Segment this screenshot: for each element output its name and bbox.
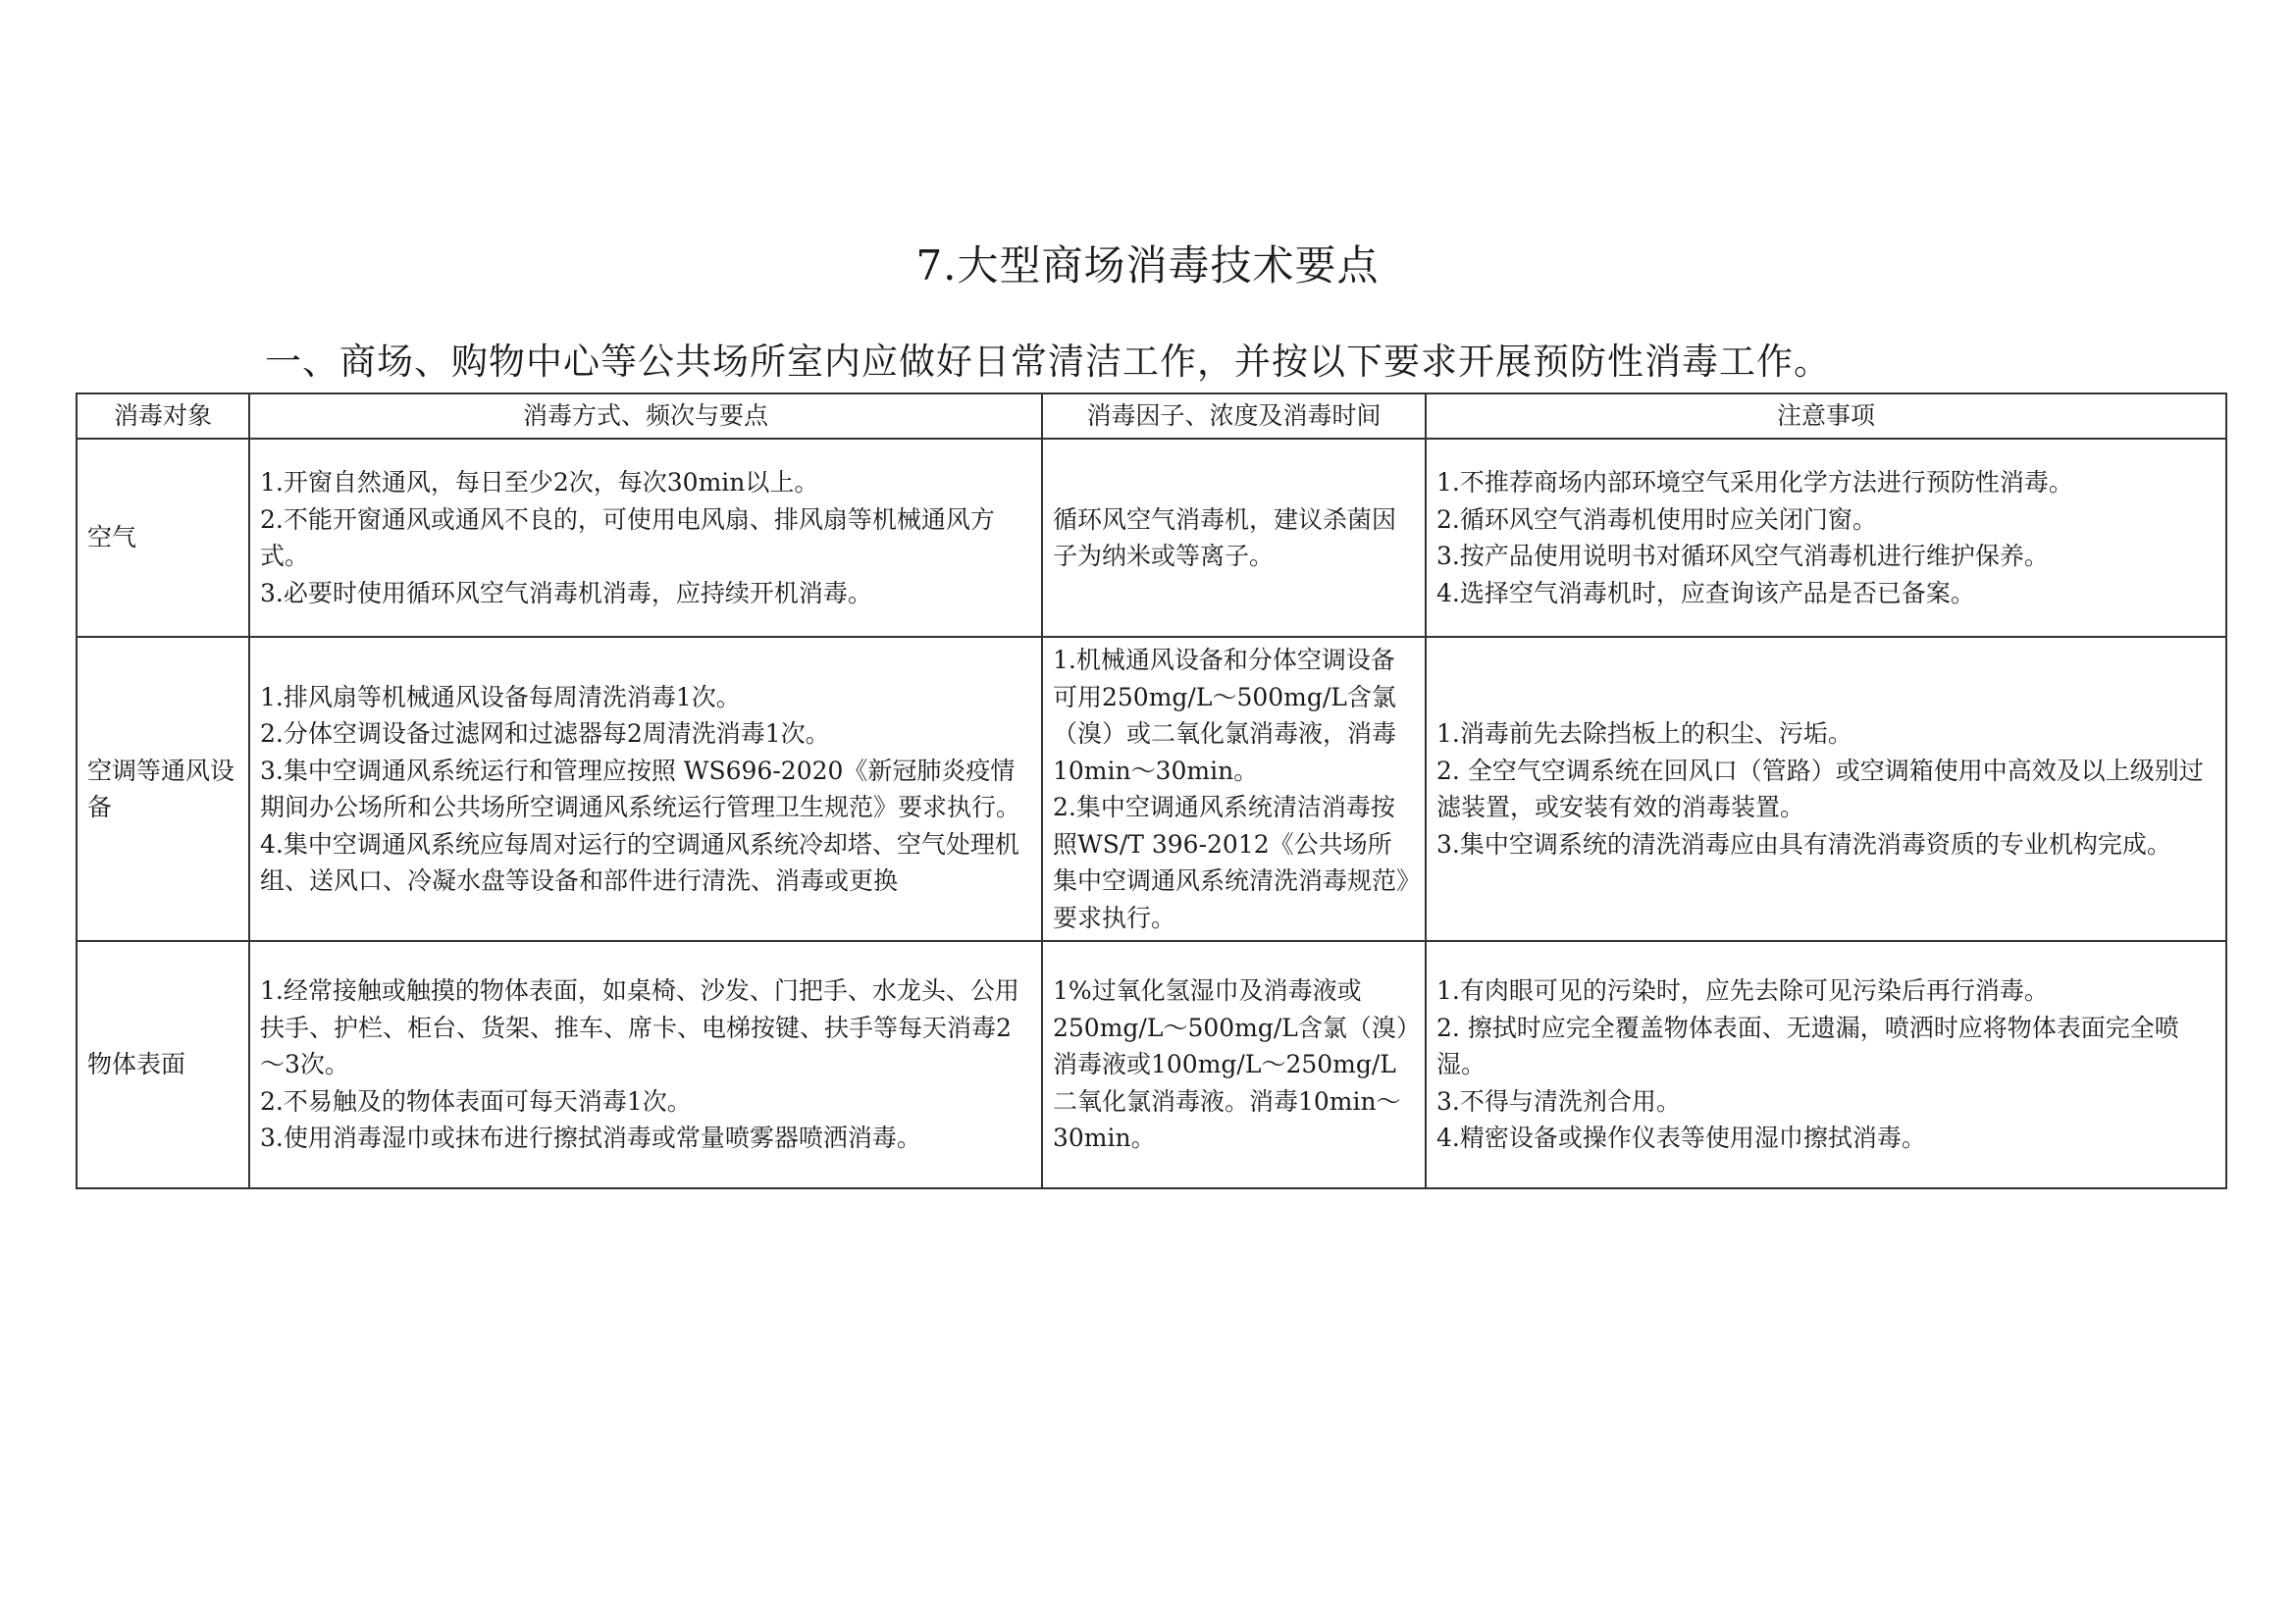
- note-item: 1.消毒前先去除挡板上的积尘、污垢。: [1436, 719, 1852, 748]
- table-header-row: [77, 393, 2226, 439]
- header-methods: 消毒方式、频次与要点: [249, 393, 1042, 439]
- method-item: 4.集中空调通风系统应每周对运行的空调通风系统冷却塔、空气处理机组、送风口、冷凝水盘等设备和部件进行清洗、消毒或更换: [260, 829, 1019, 895]
- factor-item: 循环风空气消毒机，建议杀菌因子为纳米或等离子。: [1053, 504, 1397, 570]
- note-item: 2. 擦拭时应完全覆盖物体表面、无遗漏，喷洒时应将物体表面完全喷湿。: [1436, 1013, 2179, 1079]
- cell-notes: [1426, 637, 2226, 941]
- factor-item: 1.机械通风设备和分体空调设备可用250mg/L～500mg/L含氯（溴）或二氧化氯消毒液，消毒10min～30min。: [1053, 646, 1397, 785]
- cell-object: 物体表面: [77, 941, 249, 1188]
- cell-factors: [1042, 637, 1426, 941]
- cell-factors: [1042, 439, 1426, 637]
- cell-object: 空气: [77, 439, 249, 637]
- cell-methods: [249, 941, 1042, 1188]
- method-item: 3.使用消毒湿巾或抹布进行擦拭消毒或常量喷雾器喷洒消毒。: [260, 1124, 921, 1153]
- table-row: [77, 439, 2226, 637]
- header-factors: 消毒因子、浓度及消毒时间: [1042, 393, 1426, 439]
- note-item: 4.选择空气消毒机时，应查询该产品是否已备案。: [1436, 578, 1975, 607]
- note-item: 4.精密设备或操作仪表等使用湿巾擦拭消毒。: [1436, 1124, 1926, 1153]
- cell-notes: [1426, 439, 2226, 637]
- table-row: [77, 637, 2226, 941]
- header-notes: 注意事项: [1426, 393, 2226, 439]
- cell-notes: [1426, 941, 2226, 1188]
- method-item: 3.集中空调通风系统运行和管理应按照 WS696-2020《新冠肺炎疫情期间办公场所和公共场所空调通风系统运行管理卫生规范》要求执行。: [260, 756, 1021, 821]
- method-item: 3.必要时使用循环风空气消毒机消毒，应持续开机消毒。: [260, 578, 872, 607]
- note-item: 3.按产品使用说明书对循环风空气消毒机进行维护保养。: [1436, 542, 2049, 570]
- factor-item: 1%过氧化氢湿巾及消毒液或250mg/L～500mg/L含氯（溴）消毒液或100mg/L～250mg/L二氧化氯消毒液。消毒10min～30min。: [1053, 976, 1409, 1153]
- method-item: 1.开窗自然通风，每日至少2次，每次30min以上。: [260, 468, 819, 497]
- method-item: 1.经常接触或触摸的物体表面，如桌椅、沙发、门把手、水龙头、公用扶手、护栏、柜台、货架、推车、席卡、电梯按键、扶手等每天消毒2～3次。: [260, 976, 1019, 1079]
- method-item: 2.分体空调设备过滤网和过滤器每2周清洗消毒1次。: [260, 719, 830, 748]
- table-row: [77, 941, 2226, 1188]
- cell-methods: [249, 637, 1042, 941]
- header-object: 消毒对象: [77, 393, 249, 439]
- note-item: 2. 全空气空调系统在回风口（管路）或空调箱使用中高效及以上级别过滤装置，或安装有效的消毒装置。: [1436, 756, 2204, 821]
- note-item: 1.有肉眼可见的污染时，应先去除可见污染后再行消毒。: [1436, 976, 2049, 1006]
- note-item: 1.不推荐商场内部环境空气采用化学方法进行预防性消毒。: [1436, 468, 2073, 497]
- cell-factors: [1042, 941, 1426, 1188]
- cell-methods: [249, 439, 1042, 637]
- factor-item: 2.集中空调通风系统清洁消毒按照WS/T 396-2012《公共场所集中空调通风系统清洗消毒规范》要求执行。: [1053, 793, 1409, 932]
- document-intro: 一、商场、购物中心等公共场所室内应做好日常清洁工作，并按以下要求开展预防性消毒工作。: [265, 341, 1831, 383]
- disinfection-table: [76, 393, 2227, 1189]
- method-item: 2.不能开窗通风或通风不良的，可使用电风扇、排风扇等机械通风方式。: [260, 504, 995, 570]
- note-item: 3.集中空调系统的清洗消毒应由具有清洗消毒资质的专业机构完成。: [1436, 829, 2171, 859]
- method-item: 1.排风扇等机械通风设备每周清洗消毒1次。: [260, 682, 741, 711]
- note-item: 2.循环风空气消毒机使用时应关闭门窗。: [1436, 504, 1877, 534]
- note-item: 3.不得与清洗剂合用。: [1436, 1086, 1681, 1116]
- cell-object: 空调等通风设备: [77, 637, 249, 941]
- method-item: 2.不易触及的物体表面可每天消毒1次。: [260, 1086, 692, 1116]
- document-title: 7.大型商场消毒技术要点: [915, 241, 1380, 289]
